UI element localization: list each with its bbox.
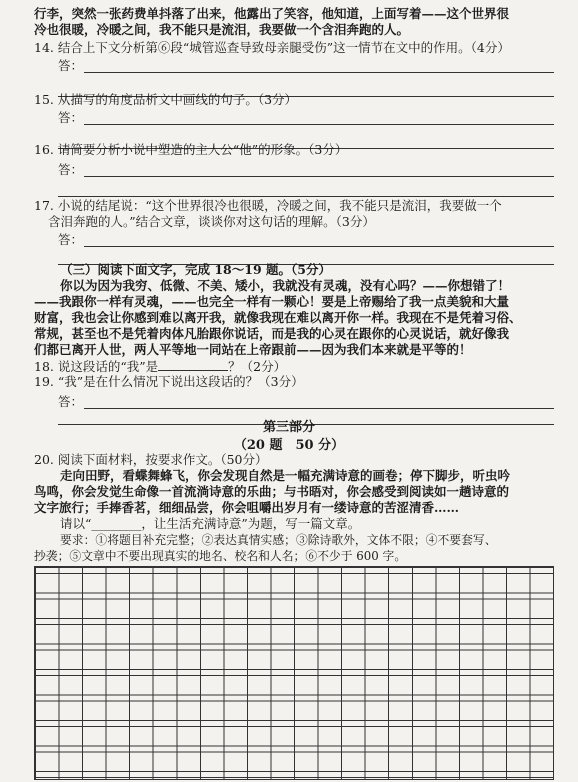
answer-line[interactable] [84,72,554,73]
passage-line: 财富，我也会让你感到难以离开我，就像我现在难以离开你一样。我现在不是凭着习俗、 [34,310,522,325]
question-18 [34,358,286,375]
material-line: 走向田野，看蝶舞蜂飞，你会发现自然是一幅充满诗意的画卷；停下脚步，听虫吟 [60,468,511,483]
answer-line[interactable] [84,246,554,247]
answer-line[interactable] [84,176,554,177]
question-20: 20. 阅读下面材料，按要求作文。（50分） [34,452,268,467]
essay-writing-grid[interactable] [34,566,554,780]
story-text-line: 行李，突然一张药费单抖落了出来，他露出了笑容，他知道，上面写着——这个世界很 [34,6,510,21]
question-15: 15. 从描写的角度品析文中画线的句子。（3分） [34,92,298,107]
material-line: 文字旅行；手捧香茗，细细品尝，你会咀嚼出岁月有一缕诗意的苦涩清香…… [34,500,460,515]
passage-line: 们都已离开人世，两人平等地一同站在上帝跟前——因为我们本来就是平等的！ [34,342,472,357]
answer-label: 答： [58,394,84,409]
requirements-line: 抄袭；⑤文章中不要出现真实的地名、校名和人名；⑥不少于 600 字。 [34,549,407,563]
passage-line: 常规，甚至也不是凭着肉体凡胎跟你说话，而是我的心灵在跟你的心灵说话，就好像我 [34,326,510,341]
answer-line[interactable] [84,124,554,125]
answer-line[interactable] [58,196,554,197]
question-18-suffix: ？（2分） [228,359,287,374]
essay-prompt: 请以“________，让生活充满诗意”为题，写一篇文章。 [60,516,361,531]
part-title: 第三部分 [262,420,315,435]
question-16: 16. 请简要分析小说中塑造的主人公“他”的形象。（3分） [34,142,348,157]
question-17-cont: 含泪奔跑的人。”结合文章，谈谈你对这句话的理解。（3分） [48,214,375,229]
answer-label: 答： [58,58,84,73]
fill-blank[interactable] [158,358,228,371]
question-14: 14. 结合上下文分析第⑥段“城管巡查导致母亲腿受伤”这一情节在文中的作用。（4分） [34,40,510,55]
requirements-line: 要求：①将题目补充完整；②表达真情实感；③除诗歌外，文体不限；④不要套写、 [60,533,497,547]
question-17: 17. 小说的结尾说：“这个世界很冷也很暖，冷暖之间，我不能只是流泪，我要做一个 [34,198,502,213]
answer-label: 答： [58,162,84,177]
passage-line: ——我跟你一样有灵魂，——也完全一样有一颗心！要是上帝赐给了我一点美貌和大量 [34,294,510,309]
part-subtitle: （20 题 50 分） [233,438,345,453]
story-text-line: 冷也很暖，冷暖之间，我不能只是流泪，我要做一个含泪奔跑的人。 [34,22,410,37]
question-18-prefix: 18. 说这段话的“我”是 [34,359,159,374]
answer-label: 答： [58,110,84,125]
section-heading: （三）阅读下面文字，完成 18～19 题。（5分） [60,262,331,277]
passage-line: 你以为因为我穷、低微、不美、矮小，我就没有灵魂，没有心吗？——你想错了！ [60,278,511,293]
answer-label: 答： [58,232,84,247]
material-line: 鸟鸣，你会发觉生命像一首流淌诗意的乐曲；与书晤对，你会感受到阅读如一趟诗意的 [34,484,510,499]
answer-line[interactable] [84,408,554,409]
question-19: 19. “我”是在什么情况下说出这段话的？（3分） [34,374,304,389]
